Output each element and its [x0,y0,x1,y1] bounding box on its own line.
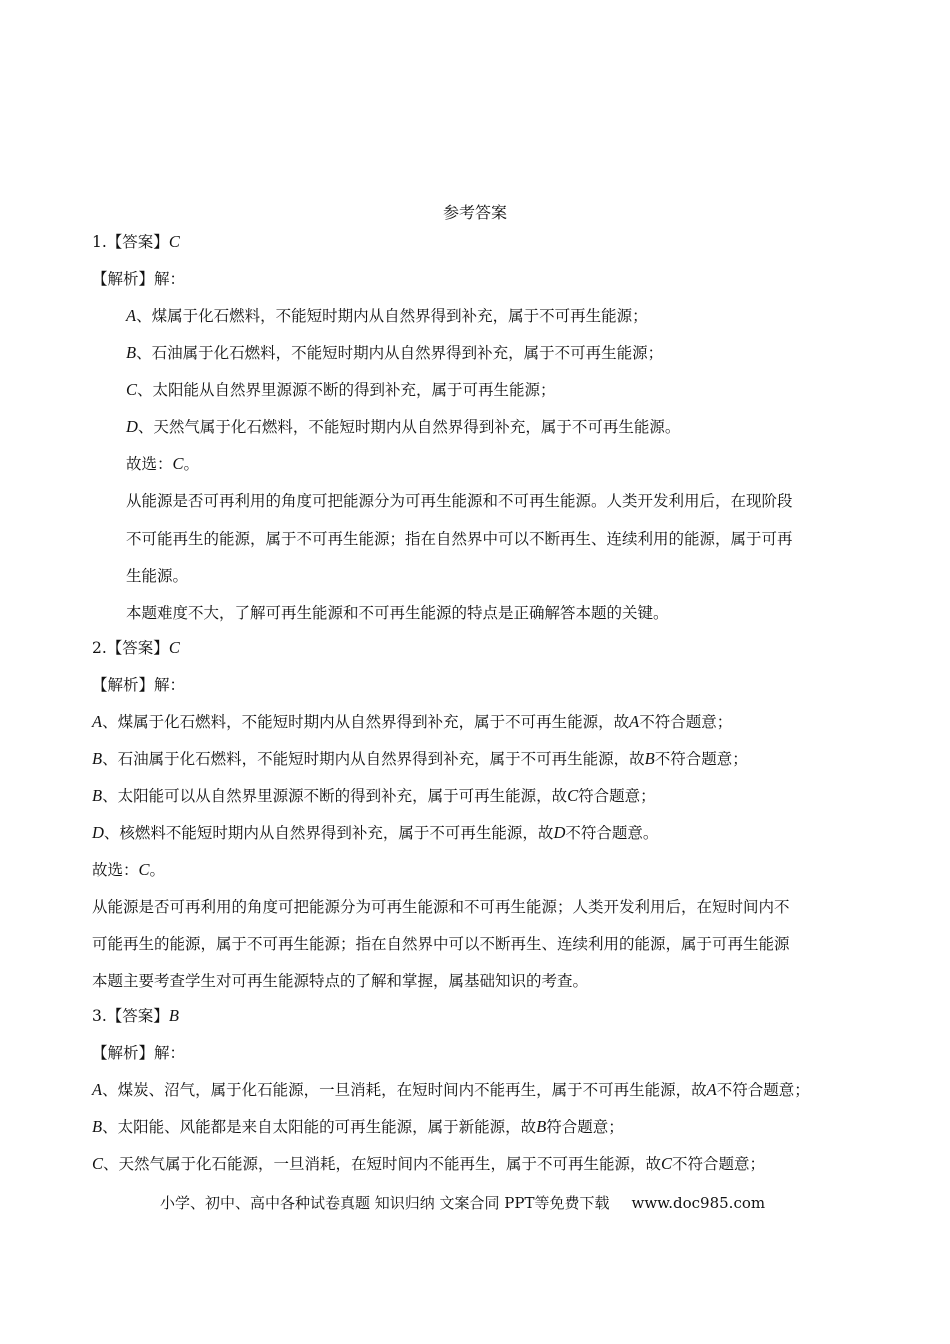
q3-option-c-letter: C [92,1154,104,1173]
q3-analysis-label: 【解析】解： [92,1044,186,1062]
q3-option-a-text: 、煤炭、沼气，属于化石能源，一旦消耗，在短时间内不能再生，属于不可再生能源，故 [102,1081,707,1099]
q1-choice [126,454,199,474]
q1-answer-value: C [168,232,180,251]
q2-option-c-letter: B [92,786,103,805]
q2-choice-suffix: 。 [149,861,166,879]
q2-option-c-verdict: 符合题意； [578,787,656,805]
q1-option-b-letter: B [126,343,137,362]
q3-option-a [92,1080,810,1100]
q1-paragraph-4: 本题难度不大，了解可再生能源和不可再生能源的特点是正确解答本题的关键。 [126,604,669,622]
q2-option-d-ref: D [553,823,566,842]
q2-option-d [92,823,658,843]
q3-option-c-text: 、天然气属于化石能源，一旦消耗，在短时间内不能再生，属于不可再生能源，故 [103,1155,662,1173]
q3-number: 3. [92,1007,107,1025]
q3-option-b [92,1117,624,1137]
q2-option-a [92,712,732,732]
q2-option-a-text: 、煤属于化石燃料，不能短时期内从自然界得到补充，属于不可再生能源，故 [102,713,630,731]
q1-choice-suffix: 。 [183,455,200,473]
q2-analysis-label: 【解析】解： [92,676,186,694]
q3-option-c [92,1154,765,1174]
q1-answer-heading [92,232,180,252]
q2-option-b [92,749,748,769]
q1-option-a-text: 、煤属于化石燃料，不能短时期内从自然界得到补充，属于不可再生能源； [136,307,648,325]
q2-option-a-ref: A [629,712,640,731]
q2-number: 2. [92,639,107,657]
q1-answer-label: 【答案】 [106,233,169,251]
q1-analysis-label: 【解析】解： [92,270,186,288]
q2-answer-heading [92,638,180,658]
q1-option-d [126,417,680,437]
q2-option-b-ref: B [644,749,655,768]
q3-answer-label: 【答案】 [106,1007,169,1025]
q2-choice-value: C [138,860,150,879]
q2-answer-value: C [168,638,180,657]
q1-number: 1. [92,233,107,251]
q3-option-a-verdict: 不符合题意； [716,1081,810,1099]
q1-choice-prefix: 故选： [126,455,173,473]
q2-option-d-letter: D [92,823,104,842]
q1-option-c-letter: C [126,380,138,399]
q2-paragraph-3: 本题主要考查学生对可再生能源特点的了解和掌握，属基础知识的考查。 [92,972,589,990]
q2-option-b-verdict: 不符合题意； [654,750,748,768]
footer-text: 小学、初中、高中各种试卷真题 知识归纳 文案合同 PPT等免费下载 [160,1194,610,1212]
q1-option-d-text: 、天然气属于化石燃料，不能短时期内从自然界得到补充，属于不可再生能源。 [137,418,681,436]
q1-option-c [126,380,556,400]
q3-option-c-ref: C [661,1154,673,1173]
q3-answer-value: B [168,1006,179,1025]
q2-paragraph-1: 从能源是否可再利用的角度可把能源分为可再生能源和不可再生能源；人类开发利用后，在短时间内不 [92,898,790,916]
q3-option-b-text: 、太阳能、风能都是来自太阳能的可再生能源，属于新能源，故 [102,1118,537,1136]
q3-option-b-ref: B [536,1117,547,1136]
q1-paragraph-1: 从能源是否可再利用的角度可把能源分为可再生能源和不可再生能源。人类开发利用后，在现阶段 [126,492,793,510]
q2-answer-label: 【答案】 [106,639,169,657]
q3-option-b-letter: B [92,1117,103,1136]
q2-option-b-letter: B [92,749,103,768]
q2-choice [92,860,165,880]
q2-paragraph-2: 可能再生的能源，属于不可再生能源；指在自然界中可以不断再生、连续利用的能源，属于可再生能源 [92,935,790,953]
q1-paragraph-2: 不可能再生的能源，属于不可再生能源；指在自然界中可以不断再生、连续利用的能源，属于可再 [126,530,793,548]
q3-option-a-ref: A [706,1080,717,1099]
q2-option-c-text: 、太阳能可以从自然界里源源不断的得到补充，属于可再生能源，故 [102,787,568,805]
page-footer [160,1192,765,1213]
q1-option-c-text: 、太阳能从自然界里源源不断的得到补充，属于可再生能源； [137,381,556,399]
footer-url[interactable]: www.doc985.com [631,1194,766,1212]
q1-option-b-text: 、石油属于化石燃料，不能短时期内从自然界得到补充，属于不可再生能源； [136,344,664,362]
q2-option-c-ref: C [567,786,579,805]
q1-option-d-letter: D [126,417,138,436]
q2-option-d-text: 、核燃料不能短时期内从自然界得到补充，属于不可再生能源，故 [103,824,554,842]
page-title: 参考答案 [442,203,507,222]
q3-option-b-verdict: 符合题意； [546,1118,624,1136]
q2-option-c [92,786,656,806]
q3-option-a-letter: A [92,1080,103,1099]
q1-option-b [126,343,663,363]
q1-paragraph-3: 生能源。 [126,567,189,585]
q1-choice-value: C [172,454,184,473]
q2-choice-prefix: 故选： [92,861,139,879]
q2-option-b-text: 、石油属于化石燃料，不能短时期内从自然界得到补充，属于不可再生能源，故 [102,750,645,768]
q1-option-a [126,306,648,326]
q3-answer-heading [92,1006,179,1026]
q2-option-a-letter: A [92,712,103,731]
q3-option-c-verdict: 不符合题意； [672,1155,766,1173]
q1-option-a-letter: A [126,306,137,325]
q2-option-d-verdict: 不符合题意。 [565,824,659,842]
q2-option-a-verdict: 不符合题意； [639,713,733,731]
